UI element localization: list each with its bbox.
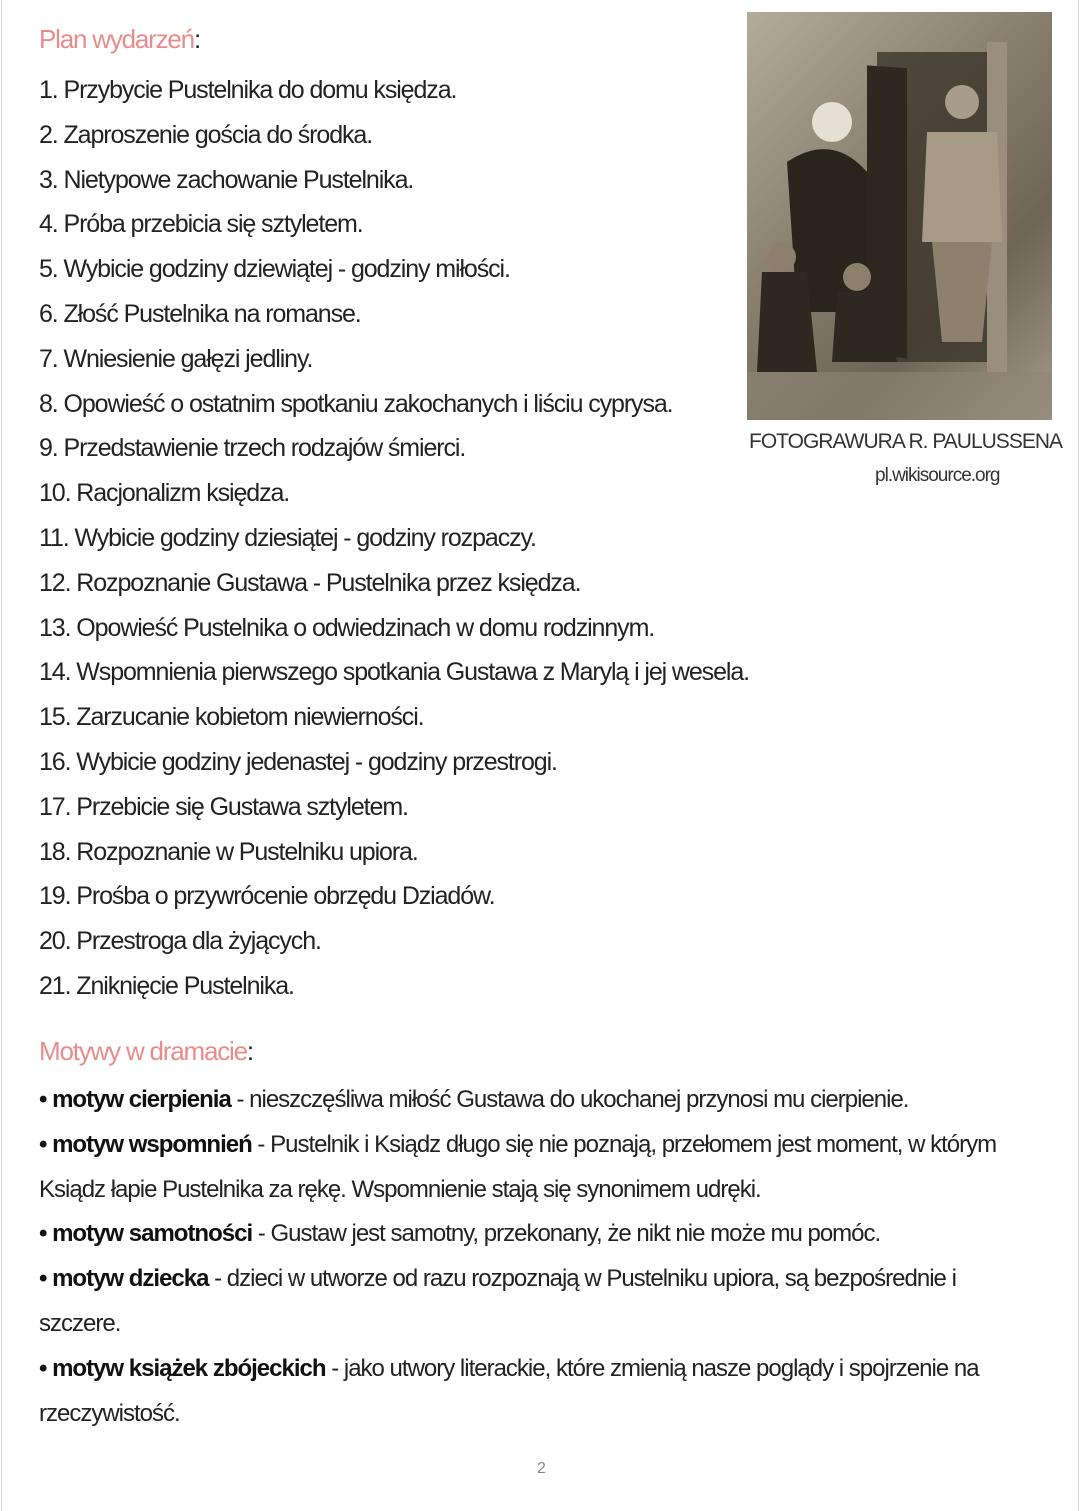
motif-item xyxy=(39,1123,1039,1213)
plan-heading-text: Plan wydarzeń xyxy=(39,24,194,54)
plan-item: 8. Opowieść o ostatnim spotkaniu zakochanych i liściu cyprysa. xyxy=(39,389,673,418)
image-caption: FOTOGRAWURA R. PAULUSSENA xyxy=(749,430,1062,453)
motif-description: - jako utwory literackie, które zmienią nasze poglądy i spojrzenie na rzeczywistość. xyxy=(39,1354,979,1427)
plan-item: 6. Złość Pustelnika na romanse. xyxy=(39,299,361,328)
plan-list xyxy=(39,68,749,1009)
motif-item xyxy=(39,1078,1039,1123)
motifs-heading-text: Motywy w dramacie xyxy=(39,1036,247,1066)
plan-heading xyxy=(39,24,200,55)
plan-item: 5. Wybicie godziny dziewiątej - godziny miłości. xyxy=(39,255,510,284)
plan-item: 1. Przybycie Pustelnika do domu księdza. xyxy=(39,76,457,104)
plan-item: 19. Prośba o przywrócenie obrzędu Dziadów. xyxy=(39,882,495,911)
motif-description: - nieszczęśliwa miłość Gustawa do ukochanej przynosi mu cierpienie. xyxy=(230,1086,909,1113)
motif-description: - dzieci w utworze od razu rozpoznają w Pustelniku upiora, są bezpośrednie i szczere. xyxy=(39,1265,956,1337)
motif-term: • motyw samotności xyxy=(39,1220,253,1248)
motifs-heading xyxy=(39,1036,253,1067)
plan-item: 17. Przebicie się Gustawa sztyletem. xyxy=(39,792,408,821)
plan-item: 13. Opowieść Pustelnika o odwiedzinach w domu rodzinnym. xyxy=(39,613,655,642)
motif-term: • motyw dziecka xyxy=(39,1265,209,1293)
illustration-photogravure xyxy=(747,12,1052,420)
colon: : xyxy=(193,24,200,54)
plan-item: 9. Przedstawienie trzech rodzajów śmierci. xyxy=(39,434,466,463)
motif-description: - Pustelnik i Ksiądz długo się nie poznają, przełomem jest moment, w którym Ksiądz łapie Pustelnika za rękę. Wspomnienie stają się synonimem udręki. xyxy=(39,1130,997,1203)
motif-item xyxy=(39,1257,1039,1347)
plan-item: 4. Próba przebicia się sztyletem. xyxy=(39,210,363,239)
colon: : xyxy=(246,1036,253,1066)
image-source: pl.wikisource.org xyxy=(875,465,1000,486)
plan-item: 3. Nietypowe zachowanie Pustelnika. xyxy=(39,165,414,194)
plan-item: 14. Wspomnienia pierwszego spotkania Gustawa z Marylą i jej wesela. xyxy=(39,658,749,687)
motif-term: • motyw wspomnień xyxy=(39,1130,252,1158)
page-number: 2 xyxy=(537,1460,546,1477)
plan-item: 10. Racjonalizm księdza. xyxy=(39,479,290,508)
motif-item xyxy=(39,1347,1039,1437)
plan-item: 11. Wybicie godziny dziesiątej - godziny rozpaczy. xyxy=(39,523,536,552)
plan-item: 16. Wybicie godziny jedenastej - godziny przestrogi. xyxy=(39,747,557,776)
plan-item: 12. Rozpoznanie Gustawa - Pustelnika przez księdza. xyxy=(39,568,581,597)
plan-item: 20. Przestroga dla żyjących. xyxy=(39,927,321,956)
plan-item: 15. Zarzucanie kobietom niewierności. xyxy=(39,703,424,732)
plan-item: 7. Wniesienie gałęzi jedliny. xyxy=(39,344,313,373)
motifs-list xyxy=(39,1078,1039,1436)
motif-description: - Gustaw jest samotny, przekonany, że nikt nie może mu pomóc. xyxy=(252,1220,881,1248)
plan-item: 18. Rozpoznanie w Pustelniku upiora. xyxy=(39,837,418,866)
plan-item: 2. Zaproszenie gościa do środka. xyxy=(39,120,373,149)
document-page xyxy=(1,0,1079,1511)
motif-item xyxy=(39,1212,1039,1257)
plan-item: 21. Zniknięcie Pustelnika. xyxy=(39,971,294,1000)
motif-term: • motyw książek zbójeckich xyxy=(39,1354,326,1382)
motif-term: • motyw cierpienia xyxy=(39,1086,231,1113)
